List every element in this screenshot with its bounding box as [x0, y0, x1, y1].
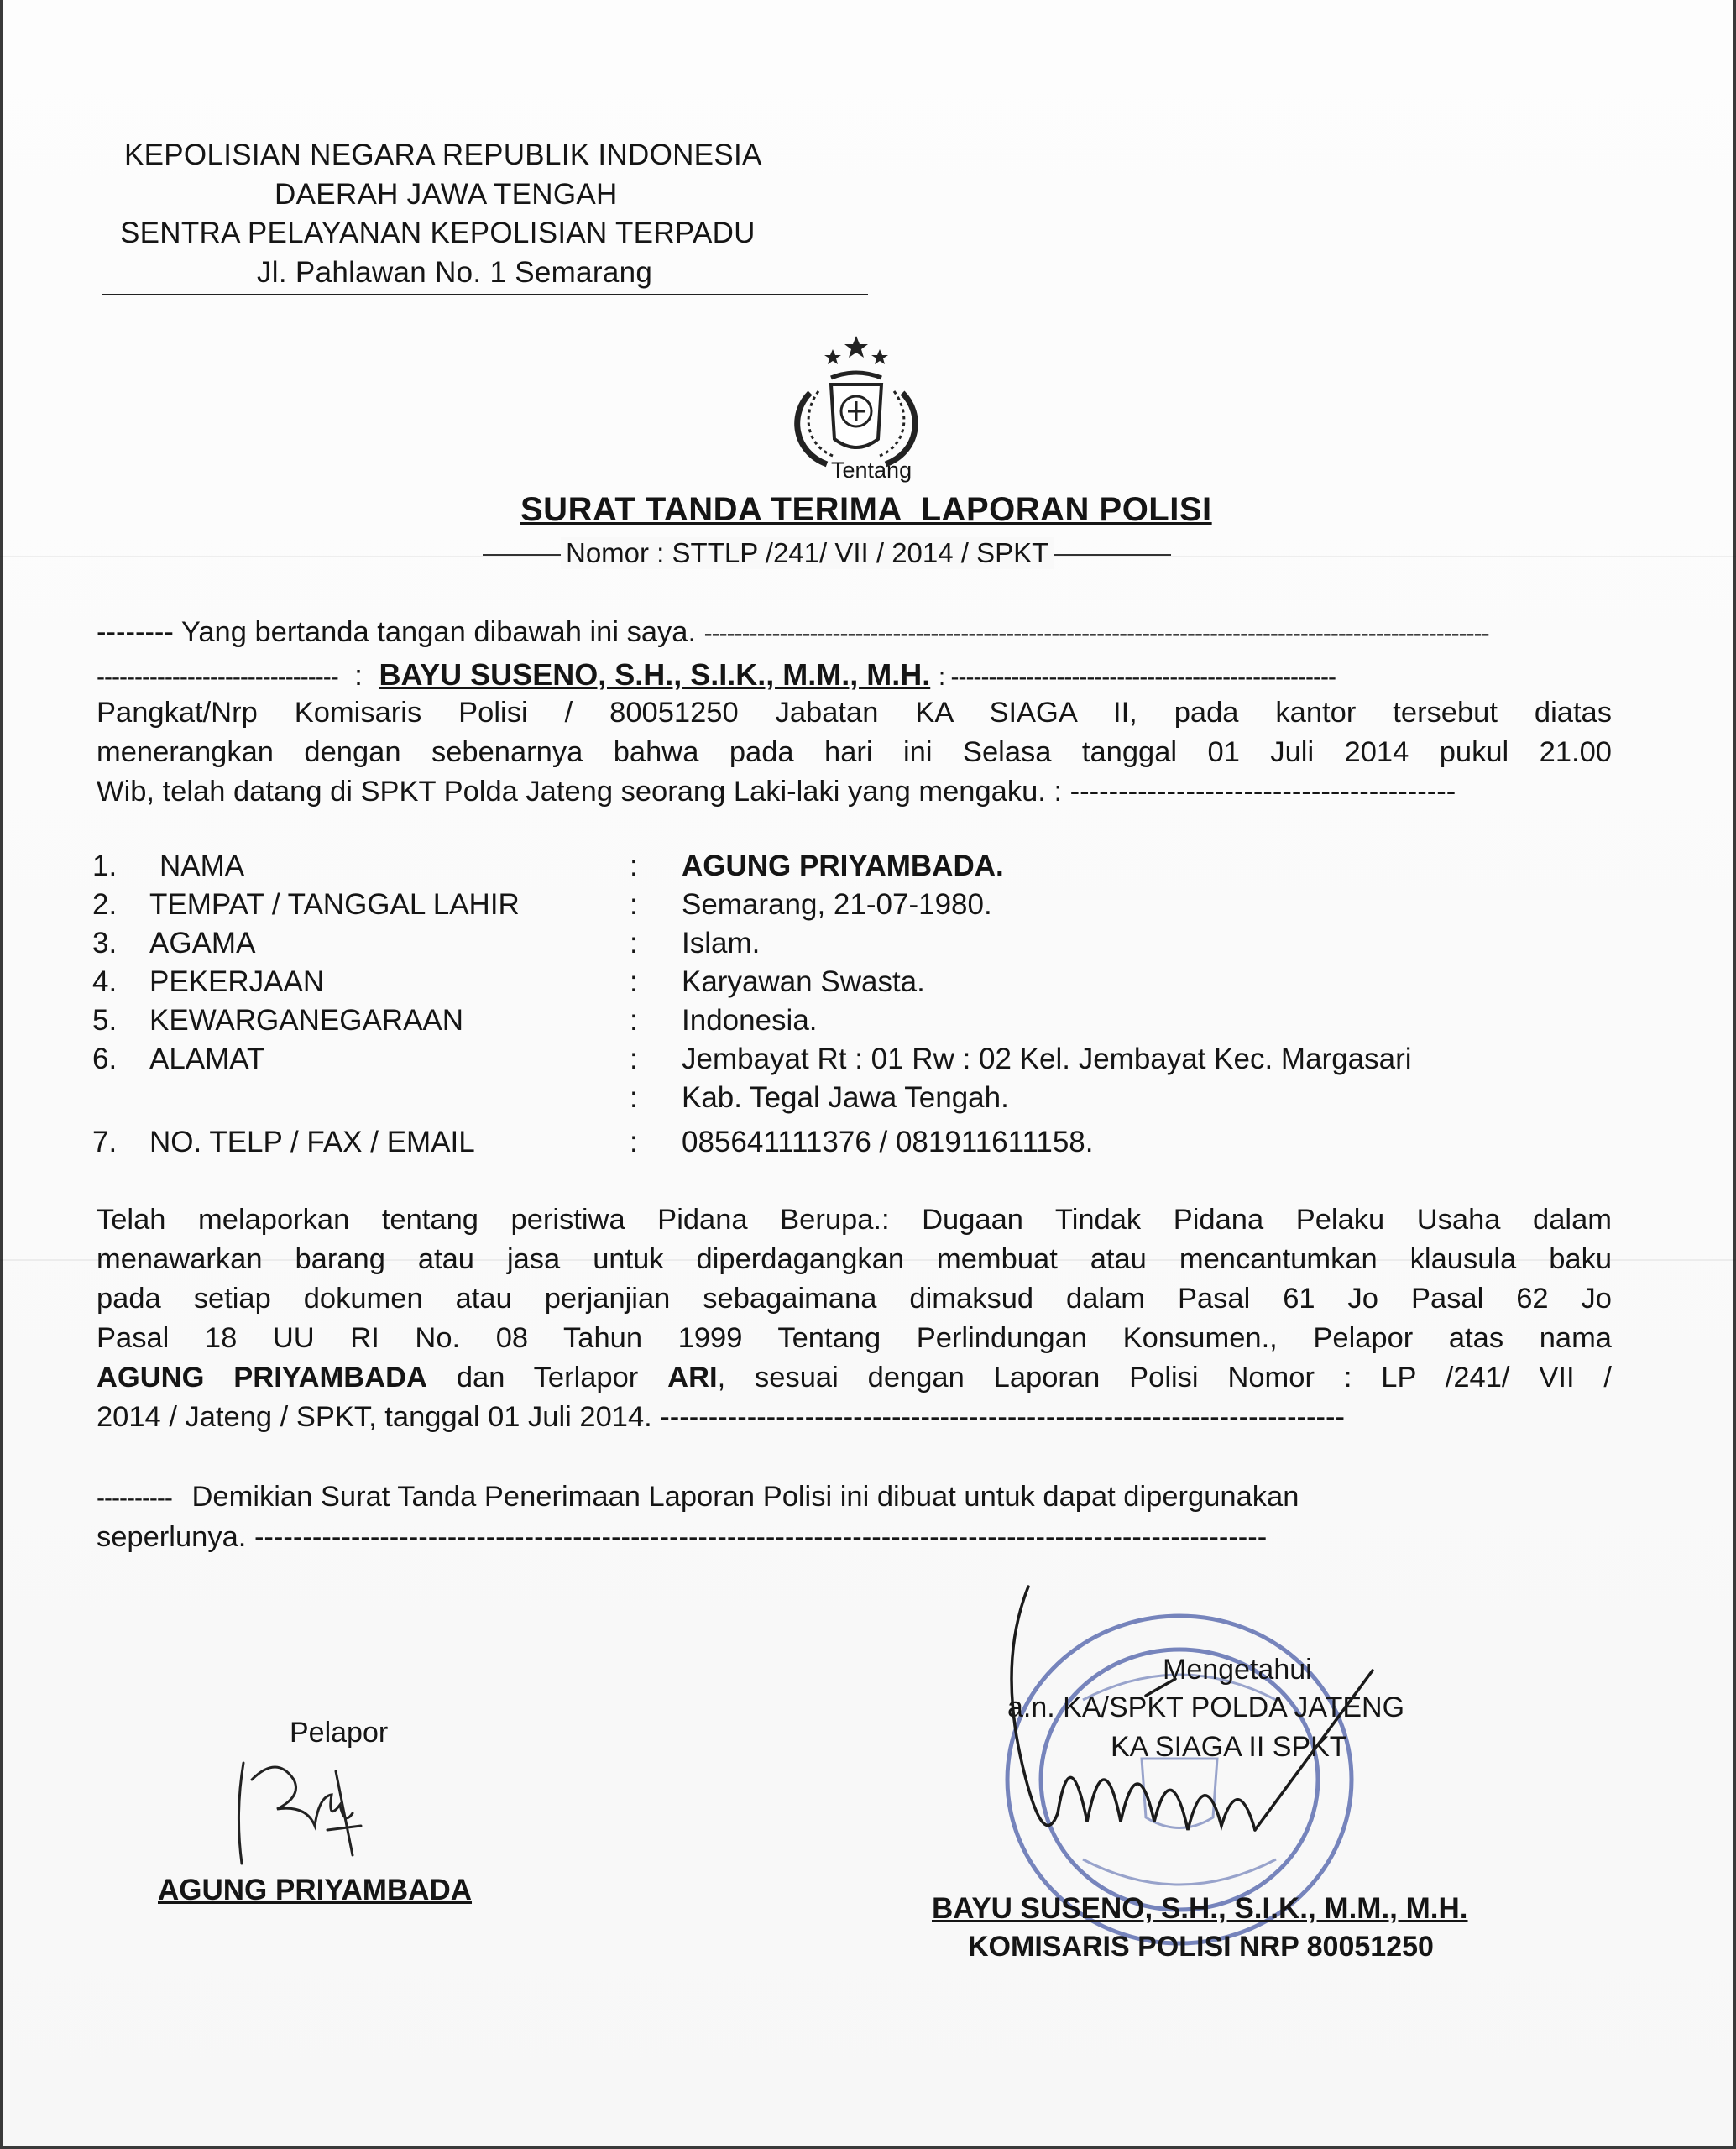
left-border [0, 0, 3, 2149]
identity-label: KEWARGANEGARAAN [149, 1004, 464, 1037]
reporter-name: AGUNG PRIYAMBADA [158, 1874, 473, 1906]
intro-p1-line-1: Pangkat/Nrp Komisaris Polisi / 80051250 Jabatan KA SIAGA II, pada kantor tersebut diatas [97, 697, 1612, 729]
report-rest: , sesuai dengan Laporan Polisi Nomor : LP /241/ VII / [717, 1362, 1612, 1393]
identity-colon: : [630, 1126, 638, 1158]
officer-name: BAYU SUSENO, S.H., S.I.K., M.M., M.H. [379, 657, 931, 692]
document-number: Nomor : STTLP /241/ VII / 2014 / SPKT [561, 537, 1054, 569]
closing-line-2: seperlunya. --------------------------------------------------------------------------------------------------------- [97, 1521, 1268, 1553]
identity-label: NAMA [159, 850, 245, 882]
identity-label: TEMPAT / TANGGAL LAHIR [149, 888, 520, 921]
report-line-3: pada setiap dokumen atau perjanjian sebagaimana dimaksud dalam Pasal 61 Jo Pasal 62 Jo [97, 1283, 1612, 1315]
officer-rank: KOMISARIS POLISI NRP 80051250 [968, 1931, 1434, 1963]
reporter-label: Pelapor [290, 1717, 389, 1749]
report-line-5 [97, 1358, 1612, 1398]
identity-colon: : [630, 888, 638, 921]
identity-num: 1. [92, 850, 118, 882]
reporter-name-inline: AGUNG PRIYAMBADA [97, 1362, 427, 1393]
header-line-3: SENTRA PELAYANAN KEPOLISIAN TERPADU [120, 217, 756, 249]
identity-colon: : [630, 1004, 638, 1037]
report-line-1: Telah melaporkan tentang peristiwa Pidana Berupa.: Dugaan Tindak Pidana Pelaku Usaha dalam [97, 1204, 1612, 1236]
ack-label: Mengetahui [1163, 1654, 1312, 1686]
identity-label: NO. TELP / FAX / EMAIL [149, 1126, 475, 1158]
identity-value: Indonesia. [682, 1004, 818, 1037]
identity-num: 3. [92, 927, 118, 959]
identity-num: 7. [92, 1126, 118, 1158]
intro-line-2 [97, 655, 1612, 697]
intro-p1-line-3: Wib, telah datang di SPKT Polda Jateng seorang Laki-laki yang mengaku. : ---------------------------------------- [97, 776, 1456, 808]
closing-text: Demikian Surat Tanda Penerimaan Laporan Polisi ini dibuat untuk dapat dipergunakan [191, 1481, 1299, 1513]
header-line-2: DAERAH JAWA TENGAH [275, 178, 618, 211]
intro-dash-2: -------------------------------- [97, 663, 338, 691]
ack-line-3: KA SIAGA II SPKT [1111, 1731, 1347, 1763]
identity-value: 085641111376 / 081911611158. [682, 1126, 1094, 1158]
identity-num: 4. [92, 965, 118, 998]
ack-line-2: a.n. KA/SPKT POLDA JATENG [1007, 1691, 1405, 1723]
identity-value: AGUNG PRIYAMBADA. [682, 850, 1004, 882]
report-line-2: menawarkan barang atau jasa untuk diperdagangkan membuat atau mencantumkan klausula baku [97, 1243, 1612, 1275]
officer-signature [978, 1570, 1465, 1931]
identity-value: Semarang, 21-07-1980. [682, 888, 992, 921]
header-underline [102, 294, 868, 295]
title-tentang: Tentang [831, 458, 912, 483]
identity-num: 6. [92, 1043, 118, 1075]
identity-num: 5. [92, 1004, 118, 1037]
document-title: SURAT TANDA TERIMA LAPORAN POLISI [520, 491, 1212, 528]
officer-name-signature: BAYU SUSENO, S.H., S.I.K., M.M., M.H. [932, 1892, 1468, 1925]
identity-colon: : [630, 927, 638, 959]
identity-colon: : [630, 1081, 638, 1114]
intro-dash-1: -------- [97, 616, 174, 648]
intro-tail-1: -------------------------------------------------------------------------------------------------------- [703, 620, 1489, 647]
intro-text-1: Yang bertanda tangan dibawah ini saya. [180, 616, 697, 648]
header-line-1: KEPOLISIAN NEGARA REPUBLIK INDONESIA [124, 139, 762, 171]
report-mid: dan Terlapor [426, 1362, 668, 1393]
identity-value-continued: Kab. Tegal Jawa Tengah. [682, 1081, 1009, 1114]
identity-colon: : [630, 850, 638, 882]
identity-colon: : [630, 965, 638, 998]
identity-colon: : [630, 1043, 638, 1075]
intro-line-1 [97, 613, 1612, 653]
identity-num: 2. [92, 888, 118, 921]
identity-value: Islam. [682, 927, 761, 959]
identity-label: AGAMA [149, 927, 256, 959]
identity-value: Karyawan Swasta. [682, 965, 925, 998]
intro-tail-2: : --------------------------------------------------- [938, 663, 1336, 691]
identity-label: ALAMAT [149, 1043, 265, 1075]
closing-dash: ---------- [97, 1484, 172, 1512]
intro-colon-2: : [354, 660, 363, 692]
report-line-6: 2014 / Jateng / SPKT, tanggal 01 Juli 2014. ----------------------------------------------------------------------- [97, 1401, 1346, 1433]
identity-label: PEKERJAAN [149, 965, 325, 998]
reported-name-inline: ARI [667, 1362, 718, 1393]
identity-value: Jembayat Rt : 01 Rw : 02 Kel. Jembayat Kec. Margasari [682, 1043, 1412, 1075]
closing-line-1 [97, 1477, 1612, 1518]
intro-p1-line-2: menerangkan dengan sebenarnya bahwa pada hari ini Selasa tanggal 01 Juli 2014 pukul 21.00 [97, 736, 1612, 768]
header-address: Jl. Pahlawan No. 1 Semarang [257, 256, 653, 289]
report-line-4: Pasal 18 UU RI No. 08 Tahun 1999 Tentang Perlindungan Konsumen., Pelapor atas nama [97, 1322, 1612, 1354]
reporter-signature [227, 1746, 378, 1872]
